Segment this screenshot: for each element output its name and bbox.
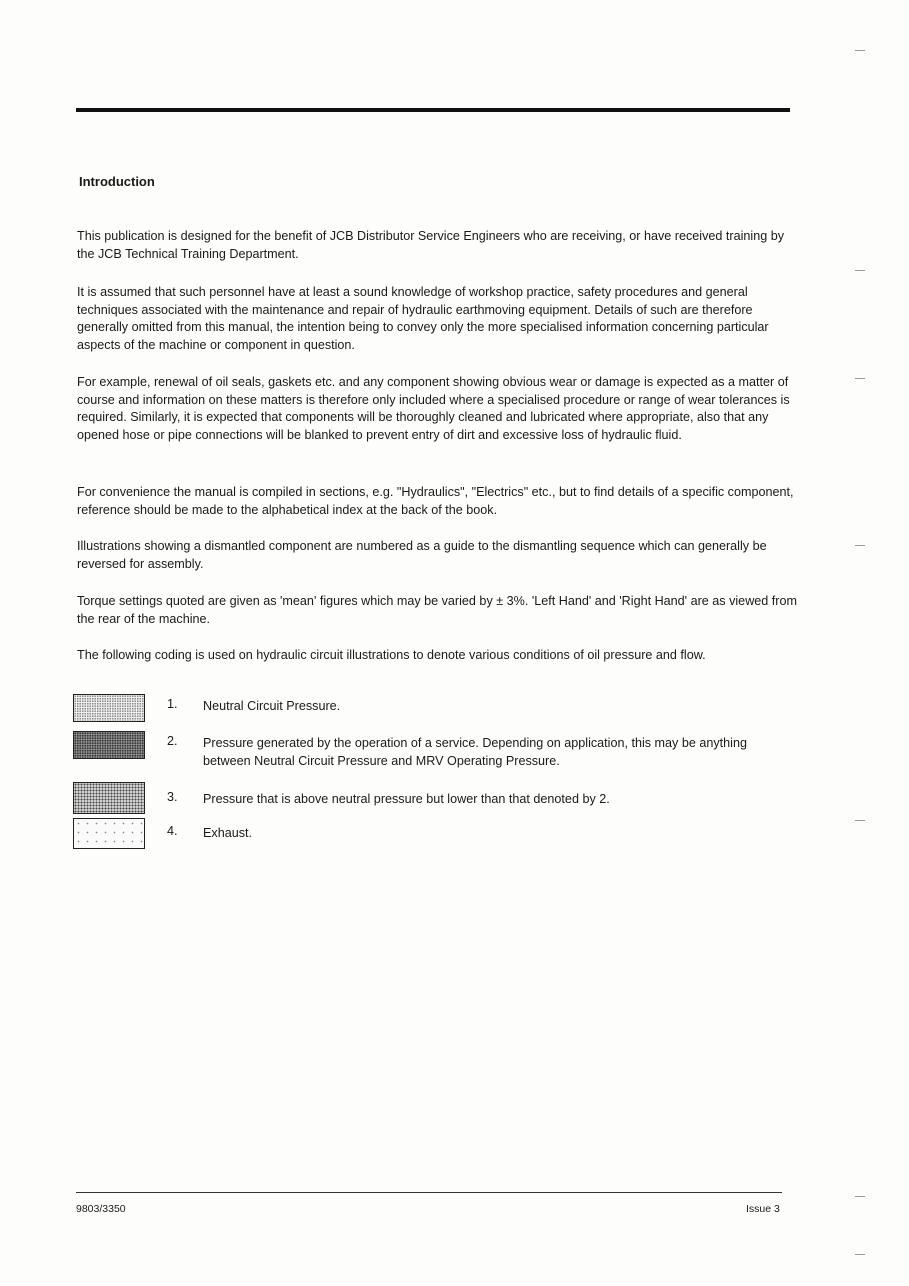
paragraph-illustrations: Illustrations showing a dismantled component are numbered as a guide to the dismantling sequence which can generally be reversed for assembly. bbox=[77, 539, 767, 571]
exhaust-swatch bbox=[73, 818, 145, 849]
legend-number: 1. bbox=[167, 697, 178, 711]
margin-mark bbox=[855, 50, 865, 51]
paragraph-torque: Torque settings quoted are given as 'mean' figures which may be varied by ± 3%. 'Left Hand' and 'Right Hand' are as viewed from the rear of the machine. bbox=[77, 594, 797, 626]
margin-mark bbox=[855, 270, 865, 271]
margin-mark bbox=[855, 1196, 865, 1197]
legend-text: Exhaust. bbox=[203, 826, 253, 840]
legend-item-service-pressure bbox=[73, 731, 773, 781]
legend-text: Pressure that is above neutral pressure but lower than that denoted by 2. bbox=[203, 792, 610, 806]
top-rule bbox=[76, 108, 790, 112]
legend-number: 3. bbox=[167, 790, 178, 804]
margin-mark bbox=[855, 378, 865, 379]
margin-mark bbox=[855, 820, 865, 821]
legend-number: 4. bbox=[167, 824, 178, 838]
legend-item-exhaust bbox=[73, 818, 773, 858]
document-number: 9803/3350 bbox=[76, 1203, 126, 1215]
paragraph-example: For example, renewal of oil seals, gaskets etc. and any component showing obvious wear or damage is expected as a matter of course and information on these matters is therefore only included where a specialised procedure or range of wear tolerances is required. Similarly, it is expected that components will be thoroughly cleaned and lubricated where appropriate, also that any opened hose or pipe connections will be blanked to prevent entry of dirt and excessive loss of hydraulic fluid. bbox=[77, 375, 790, 442]
bottom-rule bbox=[76, 1192, 782, 1193]
section-heading: Introduction bbox=[79, 174, 155, 189]
legend-item-intermediate-pressure bbox=[73, 782, 773, 822]
legend-text: Neutral Circuit Pressure. bbox=[203, 699, 341, 713]
margin-mark bbox=[855, 545, 865, 546]
intermediate-pressure-swatch bbox=[73, 782, 145, 814]
paragraph-purpose: This publication is designed for the benefit of JCB Distributor Service Engineers who are receiving, or have received training by the JCB Technical Training Department. bbox=[77, 229, 785, 261]
service-pressure-swatch bbox=[73, 731, 145, 759]
legend-text: Pressure generated by the operation of a service. Depending on application, this may be anything between Neutral Circuit Pressure and MRV Operating Pressure. bbox=[203, 736, 747, 768]
neutral-pressure-swatch bbox=[73, 694, 145, 722]
paragraph-assumptions: It is assumed that such personnel have at least a sound knowledge of workshop practice, safety procedures and general techniques associated with the maintenance and repair of hydraulic earthmoving equipment. Details of such are therefore generally omitted from this manual, the intention being to convey only the more specialised information concerning particular aspects of the machine or component in question. bbox=[77, 285, 769, 352]
issue-number: Issue 3 bbox=[746, 1203, 780, 1215]
legend-number: 2. bbox=[167, 734, 178, 748]
margin-mark bbox=[855, 1254, 865, 1255]
paragraph-coding: The following coding is used on hydraulic circuit illustrations to denote various conditions of oil pressure and flow. bbox=[77, 648, 706, 662]
paragraph-convenience: For convenience the manual is compiled in sections, e.g. "Hydraulics", "Electrics" etc., but to find details of a specific component, reference should be made to the alphabetical index at the back of the book. bbox=[77, 485, 794, 517]
legend-item-neutral bbox=[73, 694, 773, 734]
